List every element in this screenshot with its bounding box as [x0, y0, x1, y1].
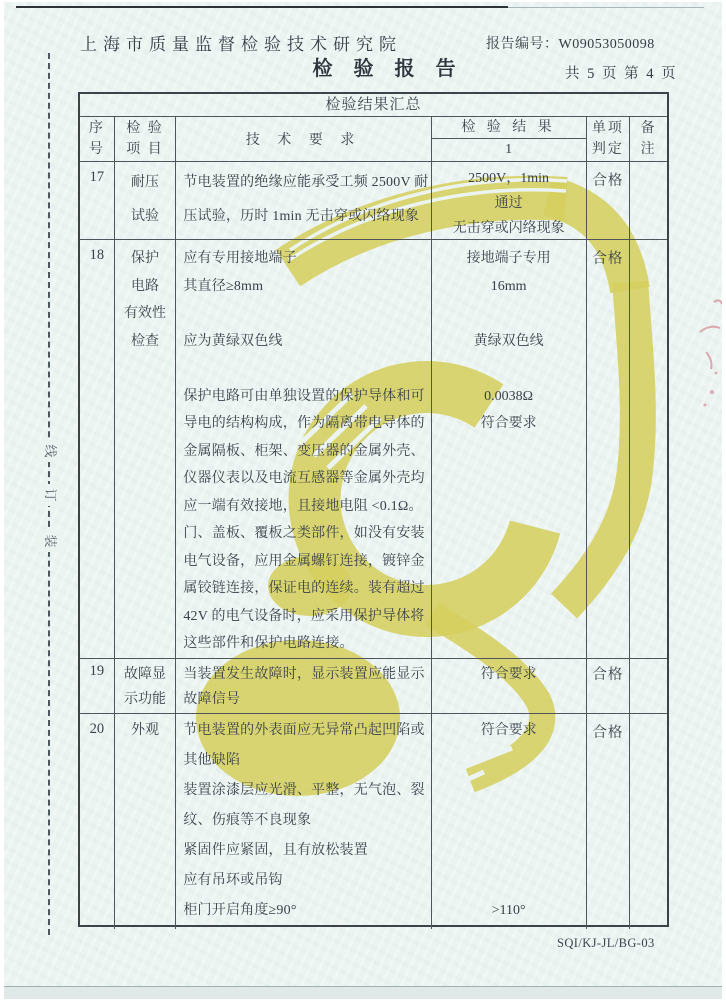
col-header-note: 备 注: [640, 121, 657, 157]
binding-char: 订: [37, 484, 63, 506]
table-header-row: [80, 117, 667, 162]
verdict-cell: 合格: [587, 714, 631, 929]
note-cell: [630, 659, 667, 713]
requirement-cell: 节电装置的外表面应无异常凸起凹陷或 其他缺陷 装置涂漆层应光滑、平整，无气泡、裂 纹、伤痕等不良现象 紧固件应紧固，且有放松装置 应有吊环或吊钩 柜门开启角度≥90°: [176, 714, 431, 929]
verdict-cell: 合格: [587, 659, 631, 713]
document-title: 检 验 报 告: [312, 58, 464, 80]
seq-cell: 17: [80, 162, 115, 239]
col-header-item: 检 验 项 目: [115, 117, 177, 161]
col-header-verdict: 单项 判定: [587, 117, 631, 161]
requirement-cell: 节电装置的绝缘应能承受工频 2500V 耐 压试验，历时 1min 无击穿或闪络现象: [176, 162, 431, 239]
table-row-18: [80, 240, 667, 659]
verdict-cell: 合格: [587, 240, 631, 658]
result-cell: 符合要求: [432, 659, 587, 713]
item-cell: 外观: [115, 714, 177, 929]
item-cell: 故障显 示功能: [115, 659, 177, 713]
table-row-19: [80, 659, 667, 714]
page-count: 共 5 页 第 4 页: [565, 66, 678, 82]
col-header-result-sub: 1: [505, 142, 513, 157]
col-header-result-label: 检 验 结 果: [432, 117, 586, 139]
item-cell: 保护 电路 有效性 检查: [115, 240, 177, 658]
col-header-result: [432, 117, 587, 161]
seq-cell: 19: [80, 659, 115, 713]
note-cell: [630, 240, 667, 658]
form-code: SQI/KJ-JL/BG-03: [557, 936, 655, 950]
col-header-requirement: 技 术 要 求: [176, 117, 431, 161]
table-row-17: [80, 162, 667, 240]
requirement-cell: 应有专用接地端子 其直径≥8mm 应为黄绿双色线 保护电路可由单独设置的保护导体和可 导电的结构构成，作为隔离带电导体的 金属隔板、柜架、变压器的金属外壳、 仪器仪表以及电流互感器等金属外壳均 应一端有效接地，且接地电阻 <0.1Ω。 门、盖板、覆板之类部件，如没有安装 电气设备，应用金属螺钉连接，镀锌金 属铰链连接，保证电的连续。装有超过 42V 的电气设备时，应采用保护导体将 这些部件和保护电路连接。: [176, 240, 431, 658]
result-cell: 接地端子专用 16mm 黄绿双色线 0.0038Ω 符合要求: [432, 240, 587, 658]
verdict-cell: 合格: [587, 162, 631, 239]
seq-cell: 18: [80, 240, 115, 658]
report-number-value: W09053050098: [558, 37, 655, 52]
item-cell: 耐压 试验: [115, 162, 177, 239]
report-number-label: 报告编号：: [486, 37, 559, 52]
scanned-report-page: [4, 2, 722, 998]
result-cell: 符合要求 >110°: [432, 714, 587, 929]
table-row-20: [80, 714, 667, 929]
note-cell: [630, 714, 667, 929]
col-header-seq: 序 号: [80, 117, 115, 161]
table-title: 检验结果汇总: [80, 94, 667, 117]
result-cell: 2500V，1min 通过 无击穿或闪络现象: [432, 162, 587, 239]
binding-char: 装: [37, 530, 63, 552]
binding-char: 线: [37, 440, 63, 462]
note-cell: [630, 162, 667, 239]
requirement-cell: 当装置发生故障时，显示装置应能显示 故障信号: [176, 659, 431, 713]
inspection-results-table: [78, 92, 669, 927]
organization-name: 上海市质量监督检验技术研究院: [80, 35, 402, 54]
seq-cell: 20: [80, 714, 115, 929]
